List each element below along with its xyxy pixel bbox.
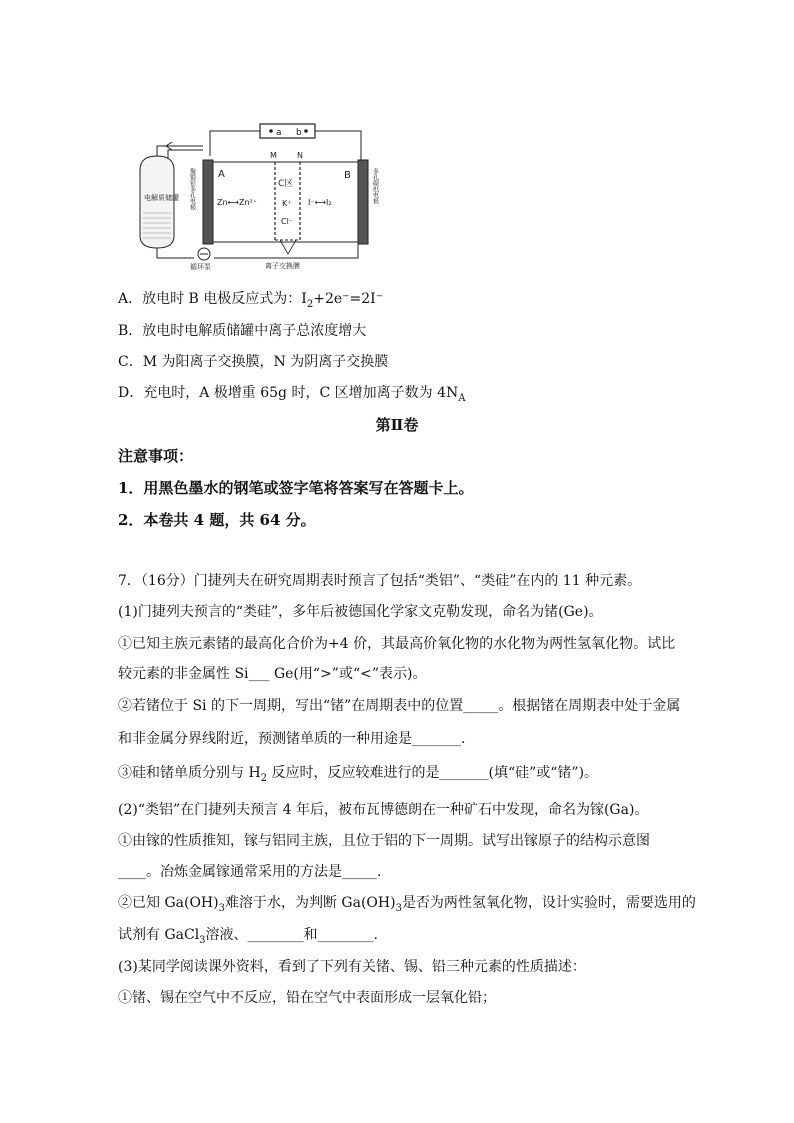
membrane-m-label: M bbox=[270, 151, 277, 160]
question-line: ②若锗位于 Si 的下一周期，写出“锗”在周期表中的位置_____。根据锗在周期表中处于金属 bbox=[118, 698, 681, 714]
membrane-label: 离子交换膜 bbox=[265, 262, 300, 270]
question-line: ①锗、锡在空气中不反应，铅在空气中表面形成一层氧化铅； bbox=[118, 990, 496, 1006]
i-reaction-label: I⁻⟷I₂ bbox=[308, 198, 332, 207]
battery-diagram bbox=[130, 118, 390, 270]
terminal-b-label: b bbox=[296, 128, 302, 138]
option-d: D．充电时，A 极增重 65g 时，C 区增加离子数为 $4N_A$ bbox=[118, 385, 466, 404]
c-zone-label: C区 bbox=[278, 179, 294, 189]
cl-ion-label: Cl⁻ bbox=[281, 217, 294, 226]
question-line: (2)“类铝”在门捷列夫预言 4 年后，被布瓦博德朗在一种矿石中发现，命名为镓(Ga)。 bbox=[118, 802, 649, 818]
tank-label: 电解质储罐 bbox=[144, 194, 179, 202]
section-title: 第Ⅱ卷 bbox=[375, 416, 419, 434]
electrode-a-label: A bbox=[218, 169, 225, 180]
option-b: B．放电时电解质储罐中离子总浓度增大 bbox=[118, 323, 367, 339]
zn-reaction-label: Zn⟷Zn²⁺ bbox=[217, 198, 257, 207]
question-line: 和非金属分界线附近，预测锗单质的一种用途是_______. bbox=[118, 731, 466, 747]
k-ion-label: K⁺ bbox=[282, 199, 292, 208]
question-line: ①由镓的性质推知，镓与铝同主族，且位于铝的下一周期。试写出镓原子的结构示意图 bbox=[118, 833, 650, 849]
terminal-a-label: a bbox=[276, 128, 282, 138]
question-line: 7．（16分）门捷列夫在研究周期表时预言了包括“类铝”、“类硅”在内的 11 种元素。 bbox=[118, 573, 642, 589]
option-a: A．放电时 B 电极反应式为：$I_2+2e^-=2I^-$ bbox=[118, 291, 384, 310]
question-line: ③硅和锗单质分别与 $H_2$ 反应时，反应较难进行的是_______(填“硅”或“锗”)。 bbox=[118, 765, 599, 784]
question-line: 试剂有 GaCl$_3$溶液、________和________. bbox=[118, 927, 378, 946]
question-line: ____。冶炼金属镓通常采用的方法是_____. bbox=[118, 864, 382, 880]
note-item-2: 2．本卷共 4 题，共 64 分。 bbox=[118, 511, 316, 529]
note-item-1: 1．用黑色墨水的钢笔或签字笔将答案写在答题卡上。 bbox=[118, 479, 474, 497]
membrane-n-label: N bbox=[297, 151, 303, 160]
question-line: (3)某同学阅读课外资料，看到了下列有关锗、锡、铅三种元素的性质描述： bbox=[118, 959, 586, 975]
pump-label: 循环泵 bbox=[190, 263, 211, 270]
right-electrode-label: 多孔碳纸电极 bbox=[371, 168, 379, 204]
question-line: ①已知主族元素锗的最高化合价为+4 价，其最高价氧化物的水化物为两性氢氧化物。试比 bbox=[118, 636, 676, 652]
left-electrode bbox=[203, 160, 213, 244]
notes-heading: 注意事项： bbox=[118, 447, 194, 465]
option-c: C．M 为阳离子交换膜，N 为阴离子交换膜 bbox=[118, 354, 389, 370]
right-electrode bbox=[358, 160, 368, 244]
question-line: (1)门捷列夫预言的“类硅”，多年后被德国化学家文克勒发现，命名为锗(Ge)。 bbox=[118, 604, 603, 620]
question-line: 较元素的非金属性 Si___ Ge(用“>”或“<”表示)。 bbox=[118, 666, 427, 682]
question-line: ②已知 $Ga(OH)_3$难溶于水，为判断 $Ga(OH)_3$是否为两性氢氧化物，设计实验时，需要选用的 bbox=[118, 895, 696, 914]
left-electrode-label: 聚锻铅多孔电极 bbox=[188, 168, 196, 210]
electrode-b-label: B bbox=[344, 170, 351, 181]
electrolyte-tank bbox=[140, 156, 174, 248]
